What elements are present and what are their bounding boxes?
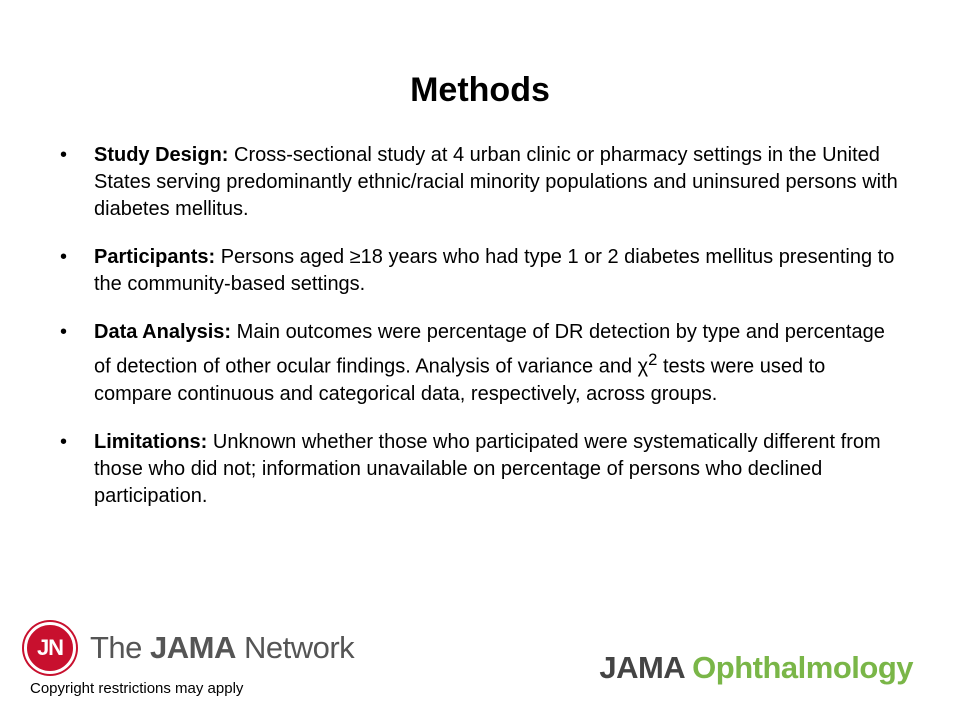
bullet-heading: Study Design: [94, 144, 229, 166]
bullet-text: Main outcomes were percentage of DR detection by type and percentage of detection of other ocular findings. Analysis of variance and χ [94, 321, 885, 378]
wordmark-suffix: Network [235, 630, 355, 665]
bullet-text-continued: tests were used to compare continuous and categorical data, respectively, across groups. [94, 355, 826, 405]
jn-monogram-icon: JN [24, 622, 76, 674]
methods-bullet-list [60, 142, 900, 531]
bullet-text: Persons aged ≥18 years who had type 1 or 2 diabetes mellitus presenting to the community-based settings. [94, 246, 895, 295]
bullet-heading: Limitations: [94, 430, 208, 453]
jama-network-logo [24, 622, 354, 674]
wordmark-prefix: The [90, 630, 151, 665]
bullet-marker: • [60, 246, 68, 268]
bullet-text: Cross-sectional study at 4 urban clinic or pharmacy settings in the United States serving predominantly ethnic/racial minority populations and uninsured persons with diabetes mellitus. [94, 144, 898, 220]
bullet-study-design [60, 142, 900, 223]
chi-square-superscript: 2 [648, 350, 658, 369]
bullet-marker: • [60, 430, 68, 453]
bullet-marker: • [60, 321, 68, 343]
jama-network-wordmark [90, 630, 354, 666]
bullet-heading: Participants: [94, 246, 216, 268]
journal-logo-ophthalmology: Ophthalmology [692, 650, 913, 685]
bullet-marker: • [60, 144, 68, 166]
bullet-limitations [60, 429, 900, 510]
bullet-data-analysis [60, 319, 900, 408]
wordmark-bold: JAMA [150, 630, 236, 665]
journal-logo-jama: JAMA [599, 650, 685, 685]
bullet-text: Unknown whether those who participated were systematically different from those who did not; information unavailable on percentage of persons who declined participation. [94, 430, 881, 507]
slide-title: Methods [410, 71, 550, 109]
bullet-participants [60, 244, 900, 298]
bullet-heading: Data Analysis: [94, 321, 232, 343]
jama-ophthalmology-logo [599, 650, 913, 686]
copyright-notice: Copyright restrictions may apply [30, 680, 244, 697]
